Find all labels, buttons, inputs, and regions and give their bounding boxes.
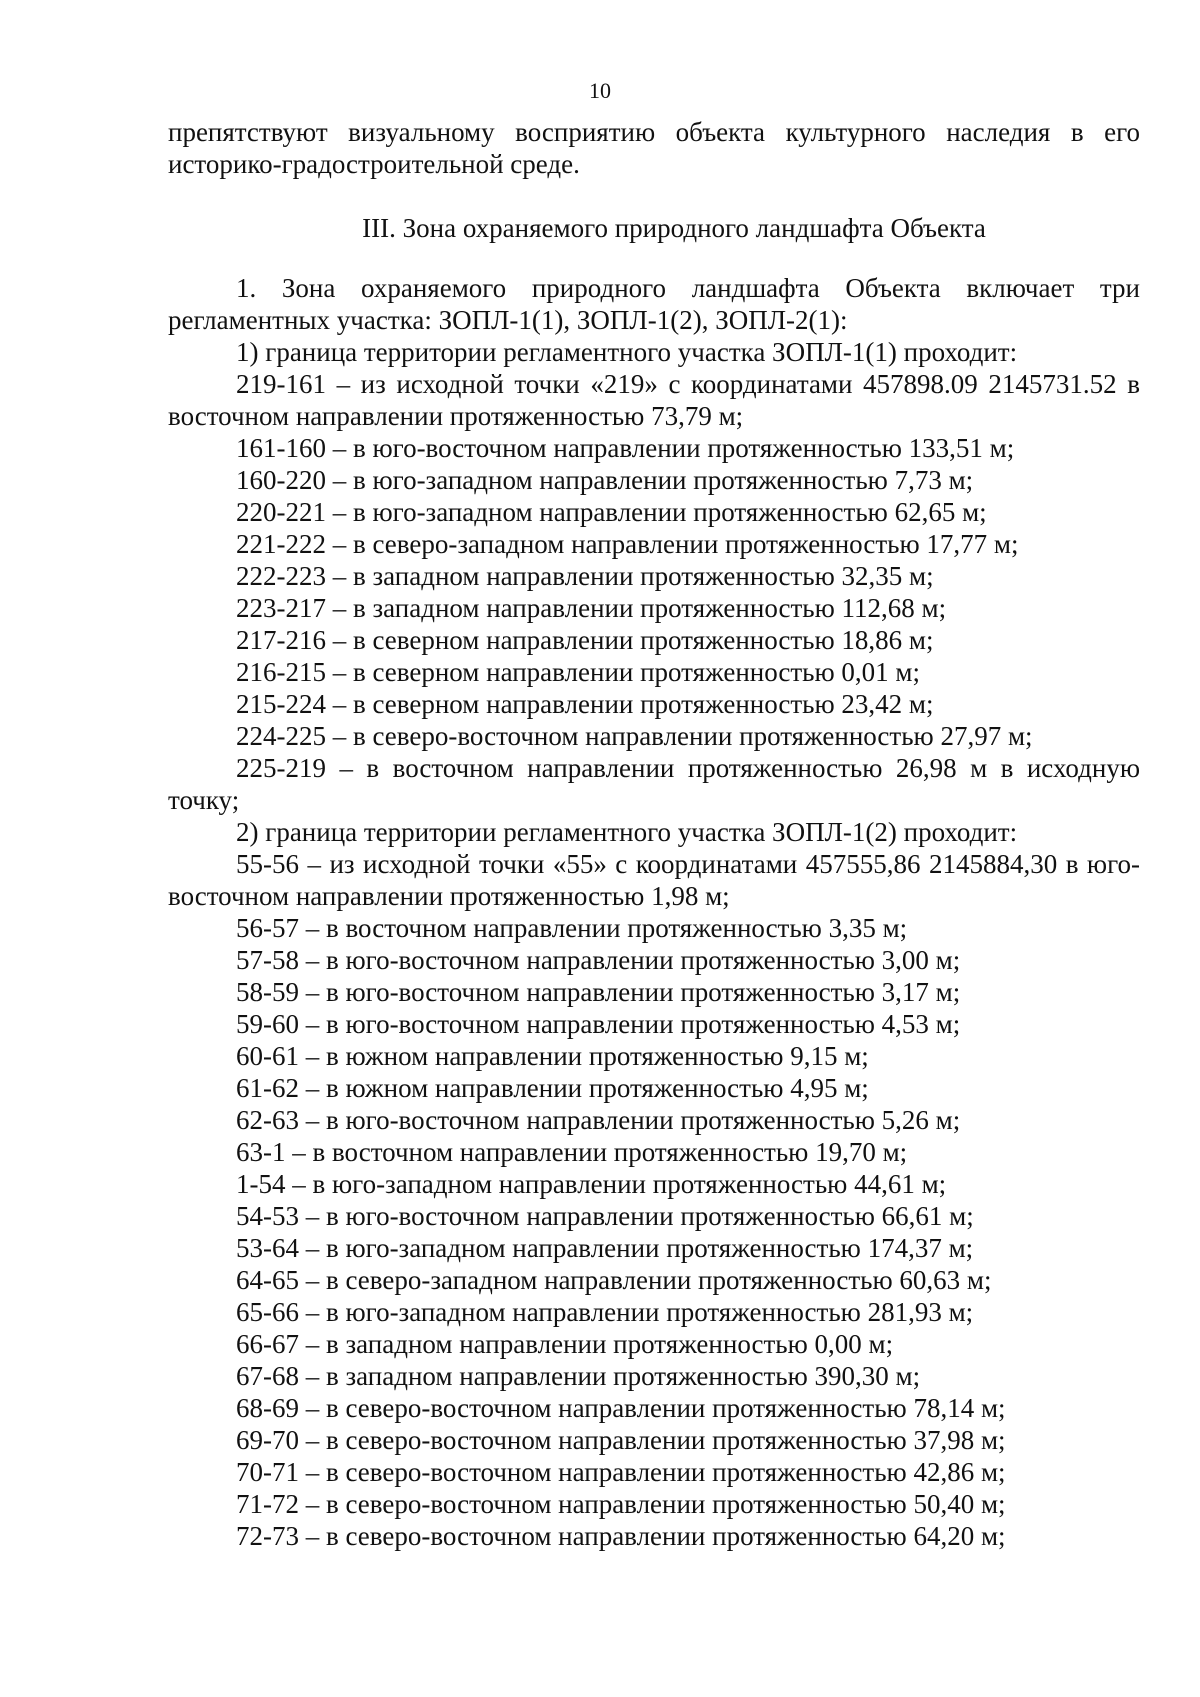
boundary-segment: 58-59 – в юго-восточном направлении протяженностью 3,17 м;: [236, 977, 961, 1007]
boundary-segment-last: 225-219 – в восточном направлении протяженностью 26,98 м в исходную точку;: [168, 753, 1140, 815]
boundary-segment: 59-60 – в юго-восточном направлении протяженностью 4,53 м;: [236, 1009, 961, 1039]
boundary-segment: 65-66 – в юго-западном направлении протяженностью 281,93 м;: [236, 1297, 974, 1327]
boundary-segment: 60-61 – в южном направлении протяженностью 9,15 м;: [236, 1041, 869, 1071]
boundary-segment: 68-69 – в северо-восточном направлении протяженностью 78,14 м;: [236, 1393, 1006, 1423]
boundary-segment: 222-223 – в западном направлении протяженностью 32,35 м;: [236, 561, 934, 591]
intro-paragraph: препятствуют визуальному восприятию объекта культурного наследия в его историко-градостроительной среде.: [168, 117, 1140, 179]
boundary-segment: 1-54 – в юго-западном направлении протяженностью 44,61 м;: [236, 1169, 947, 1199]
boundary-list-2: [168, 912, 1140, 1552]
boundary-segment: 71-72 – в северо-восточном направлении протяженностью 50,40 м;: [236, 1489, 1006, 1519]
boundary-segment-first: 219-161 – из исходной точки «219» с координатами 457898.09 2145731.52 в восточном направлении протяженностью 73,79 м;: [168, 369, 1140, 431]
boundary-segment: 72-73 – в северо-восточном направлении протяженностью 64,20 м;: [236, 1521, 1006, 1551]
document-body: [168, 116, 1140, 1552]
subsection-1-heading: 1) граница территории регламентного участка ЗОПЛ-1(1) проходит:: [236, 337, 1018, 367]
boundary-segment: 220-221 – в юго-западном направлении протяженностью 62,65 м;: [236, 497, 987, 527]
section-heading: III. Зона охраняемого природного ландшафта Объекта: [362, 213, 986, 243]
boundary-segment: 57-58 – в юго-восточном направлении протяженностью 3,00 м;: [236, 945, 961, 975]
boundary-segment-first: 55-56 – из исходной точки «55» с координатами 457555,86 2145884,30 в юго-восточном направлении протяженностью 1,98 м;: [168, 849, 1140, 911]
boundary-segment: 217-216 – в северном направлении протяженностью 18,86 м;: [236, 625, 934, 655]
paragraph-zones-intro: 1. Зона охраняемого природного ландшафта Объекта включает три регламентных участка: ЗОПЛ-1(1), ЗОПЛ-1(2), ЗОПЛ-2(1):: [168, 273, 1140, 335]
boundary-segment: 53-64 – в юго-западном направлении протяженностью 174,37 м;: [236, 1233, 974, 1263]
boundary-segment: 54-53 – в юго-восточном направлении протяженностью 66,61 м;: [236, 1201, 974, 1231]
boundary-segment: 56-57 – в восточном направлении протяженностью 3,35 м;: [236, 913, 908, 943]
boundary-segment: 69-70 – в северо-восточном направлении протяженностью 37,98 м;: [236, 1425, 1006, 1455]
boundary-segment: 66-67 – в западном направлении протяженностью 0,00 м;: [236, 1329, 894, 1359]
boundary-segment: 161-160 – в юго-восточном направлении протяженностью 133,51 м;: [236, 433, 1015, 463]
boundary-segment: 61-62 – в южном направлении протяженностью 4,95 м;: [236, 1073, 869, 1103]
boundary-segment: 215-224 – в северном направлении протяженностью 23,42 м;: [236, 689, 934, 719]
boundary-segment: 216-215 – в северном направлении протяженностью 0,01 м;: [236, 657, 921, 687]
boundary-segment: 221-222 – в северо-западном направлении протяженностью 17,77 м;: [236, 529, 1019, 559]
page-number: 10: [589, 78, 611, 103]
boundary-segment: 224-225 – в северо-восточном направлении протяженностью 27,97 м;: [236, 721, 1033, 751]
boundary-segment: 160-220 – в юго-западном направлении протяженностью 7,73 м;: [236, 465, 974, 495]
boundary-segment: 223-217 – в западном направлении протяженностью 112,68 м;: [236, 593, 947, 623]
boundary-list-1: [168, 432, 1140, 752]
boundary-segment: 63-1 – в восточном направлении протяженностью 19,70 м;: [236, 1137, 908, 1167]
subsection-2-heading: 2) граница территории регламентного участка ЗОПЛ-1(2) проходит:: [236, 817, 1018, 847]
boundary-segment: 64-65 – в северо-западном направлении протяженностью 60,63 м;: [236, 1265, 992, 1295]
boundary-segment: 62-63 – в юго-восточном направлении протяженностью 5,26 м;: [236, 1105, 961, 1135]
boundary-segment: 67-68 – в западном направлении протяженностью 390,30 м;: [236, 1361, 921, 1391]
boundary-segment: 70-71 – в северо-восточном направлении протяженностью 42,86 м;: [236, 1457, 1006, 1487]
